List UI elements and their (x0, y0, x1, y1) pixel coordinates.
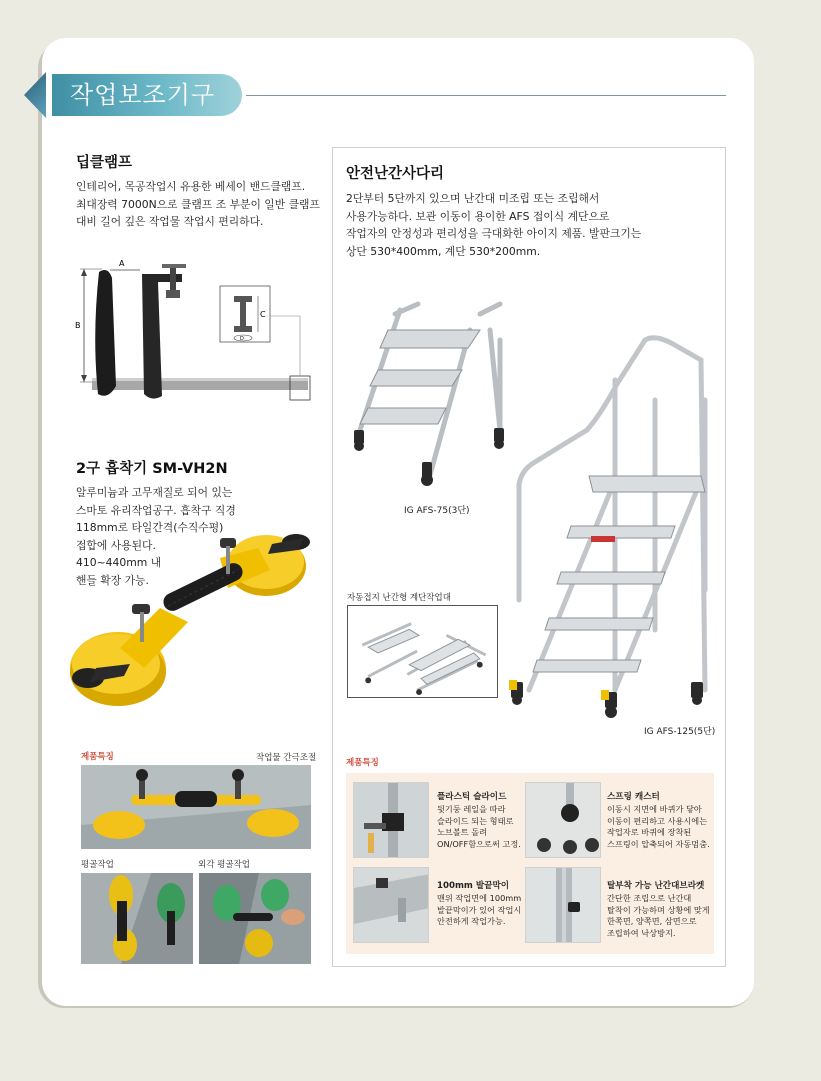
feature-line: 스프링이 압축되어 자동멈춤. (607, 838, 710, 849)
ladder-feature-label: 제품특징 (346, 758, 379, 768)
clamp-line: 대비 길어 깊은 작업물 작업시 편리하다. (76, 215, 264, 228)
suction-line: 핸들 확장 가능. (76, 573, 149, 587)
feature-bracket-text (607, 893, 710, 939)
feature-bracket-photo (525, 867, 601, 943)
feature-line: 발끝막이가 있어 작업시 (437, 904, 522, 915)
feature-toeboard-text (437, 893, 521, 928)
feature-caster-title: 스프링 캐스터 (607, 792, 660, 802)
suction-line: 접합에 사용된다. (76, 538, 156, 552)
feature-line: 뒷기둥 레일을 따라 (437, 804, 506, 814)
feature-line: 이동시 지면에 바퀴가 닿아 (607, 804, 702, 814)
feature-line: 노브볼트 돌려 (437, 827, 488, 838)
feature-line: 한쪽면, 양쪽면, 삼면으로 (607, 916, 697, 927)
suction-title: 2구 흡착기 SM-VH2N (76, 461, 228, 477)
dim-c-label: C (260, 310, 266, 319)
photo-gap-adjust (81, 765, 311, 849)
section-tab-marker (24, 72, 46, 118)
suction-line: 118mm로 타일간격(수직수평) (76, 521, 224, 534)
ladder-description (346, 190, 716, 260)
feature-line: 작업자로 바퀴에 장착된 (607, 827, 692, 838)
suction-line: 알루미늄과 고무재질로 되어 있는 (76, 486, 233, 499)
photo-flat-work (81, 873, 193, 964)
section-divider (246, 95, 726, 96)
fold-platform-label: 자동접지 난간형 계단작업대 (347, 593, 451, 603)
feature-slide-title: 플라스틱 슬라이드 (437, 792, 507, 802)
ladder-small-model: IG AFS-75(3단) (404, 506, 470, 516)
caption-gap-adjust: 작업물 간극조절 (256, 753, 317, 763)
ladder-large-illustration (505, 330, 720, 720)
clamp-title: 딥클램프 (76, 155, 133, 171)
suction-line: 410~440mm 내 (76, 556, 162, 569)
section-title: 작업보조기구 (52, 74, 242, 116)
ladder-title: 안전난간사다리 (346, 166, 445, 182)
feature-line: 조립하여 낙상방지. (607, 927, 676, 938)
feature-line: 탈착이 가능하며 상황에 맞게 (607, 904, 710, 915)
ladder-small-illustration (340, 290, 520, 500)
feature-slide-photo (353, 782, 429, 858)
feature-line: 이동이 편리하고 사용시에는 (607, 815, 708, 826)
feature-bracket-title: 탈부착 가능 난간대브라켓 (607, 881, 705, 891)
ladder-line: 사용가능하다. 보관 이동이 용이한 AFS 접이식 계단으로 (346, 209, 610, 223)
fold-platform-illustration (347, 605, 498, 698)
suction-line: 스마토 유리작업공구. 흡착구 직경 (76, 503, 236, 517)
suction-feature-label: 제품특징 (81, 752, 114, 762)
feature-caster-text (607, 804, 710, 850)
dim-d-label: D (240, 336, 244, 342)
feature-line: 맨위 작업면에 100mm (437, 893, 522, 903)
feature-toeboard-photo (353, 867, 429, 943)
caption-flat-work: 평골작업 (81, 860, 114, 870)
ladder-line: 작업자의 안정성과 편리성을 극대화한 아이지 제품. 발판크기는 (346, 227, 642, 240)
feature-line: 안전하게 작업가능. (437, 916, 506, 927)
dim-a-label: A (119, 259, 125, 268)
dim-b-label: B (75, 321, 81, 330)
feature-slide-text (437, 804, 521, 850)
feature-line: 슬라이드 되는 형태로 (437, 815, 514, 826)
clamp-illustration (72, 256, 320, 406)
feature-toeboard-title: 100mm 발끝막이 (437, 881, 510, 891)
clamp-line: 인테리어, 목공작업시 유용한 베세이 밴드클램프. (76, 180, 306, 193)
caption-corner-work: 외각 평골작업 (198, 860, 250, 870)
feature-line: ON/OFF함으로써 고정. (437, 838, 521, 849)
feature-caster-photo (525, 782, 601, 858)
feature-line: 간단한 조립으로 난간대 (607, 893, 692, 903)
clamp-description (76, 178, 326, 231)
suction-lifter-illustration (60, 518, 322, 718)
ladder-line: 2단부터 5단까지 있으며 난간대 미조립 또는 조립해서 (346, 192, 600, 205)
ladder-line: 상단 530*400mm, 계단 530*200mm. (346, 244, 541, 258)
ladder-large-model: IG AFS-125(5단) (644, 727, 716, 737)
clamp-line: 최대장력 7000N으로 클램프 조 부분이 일반 클램프 (76, 197, 320, 211)
photo-corner-work (199, 873, 311, 964)
